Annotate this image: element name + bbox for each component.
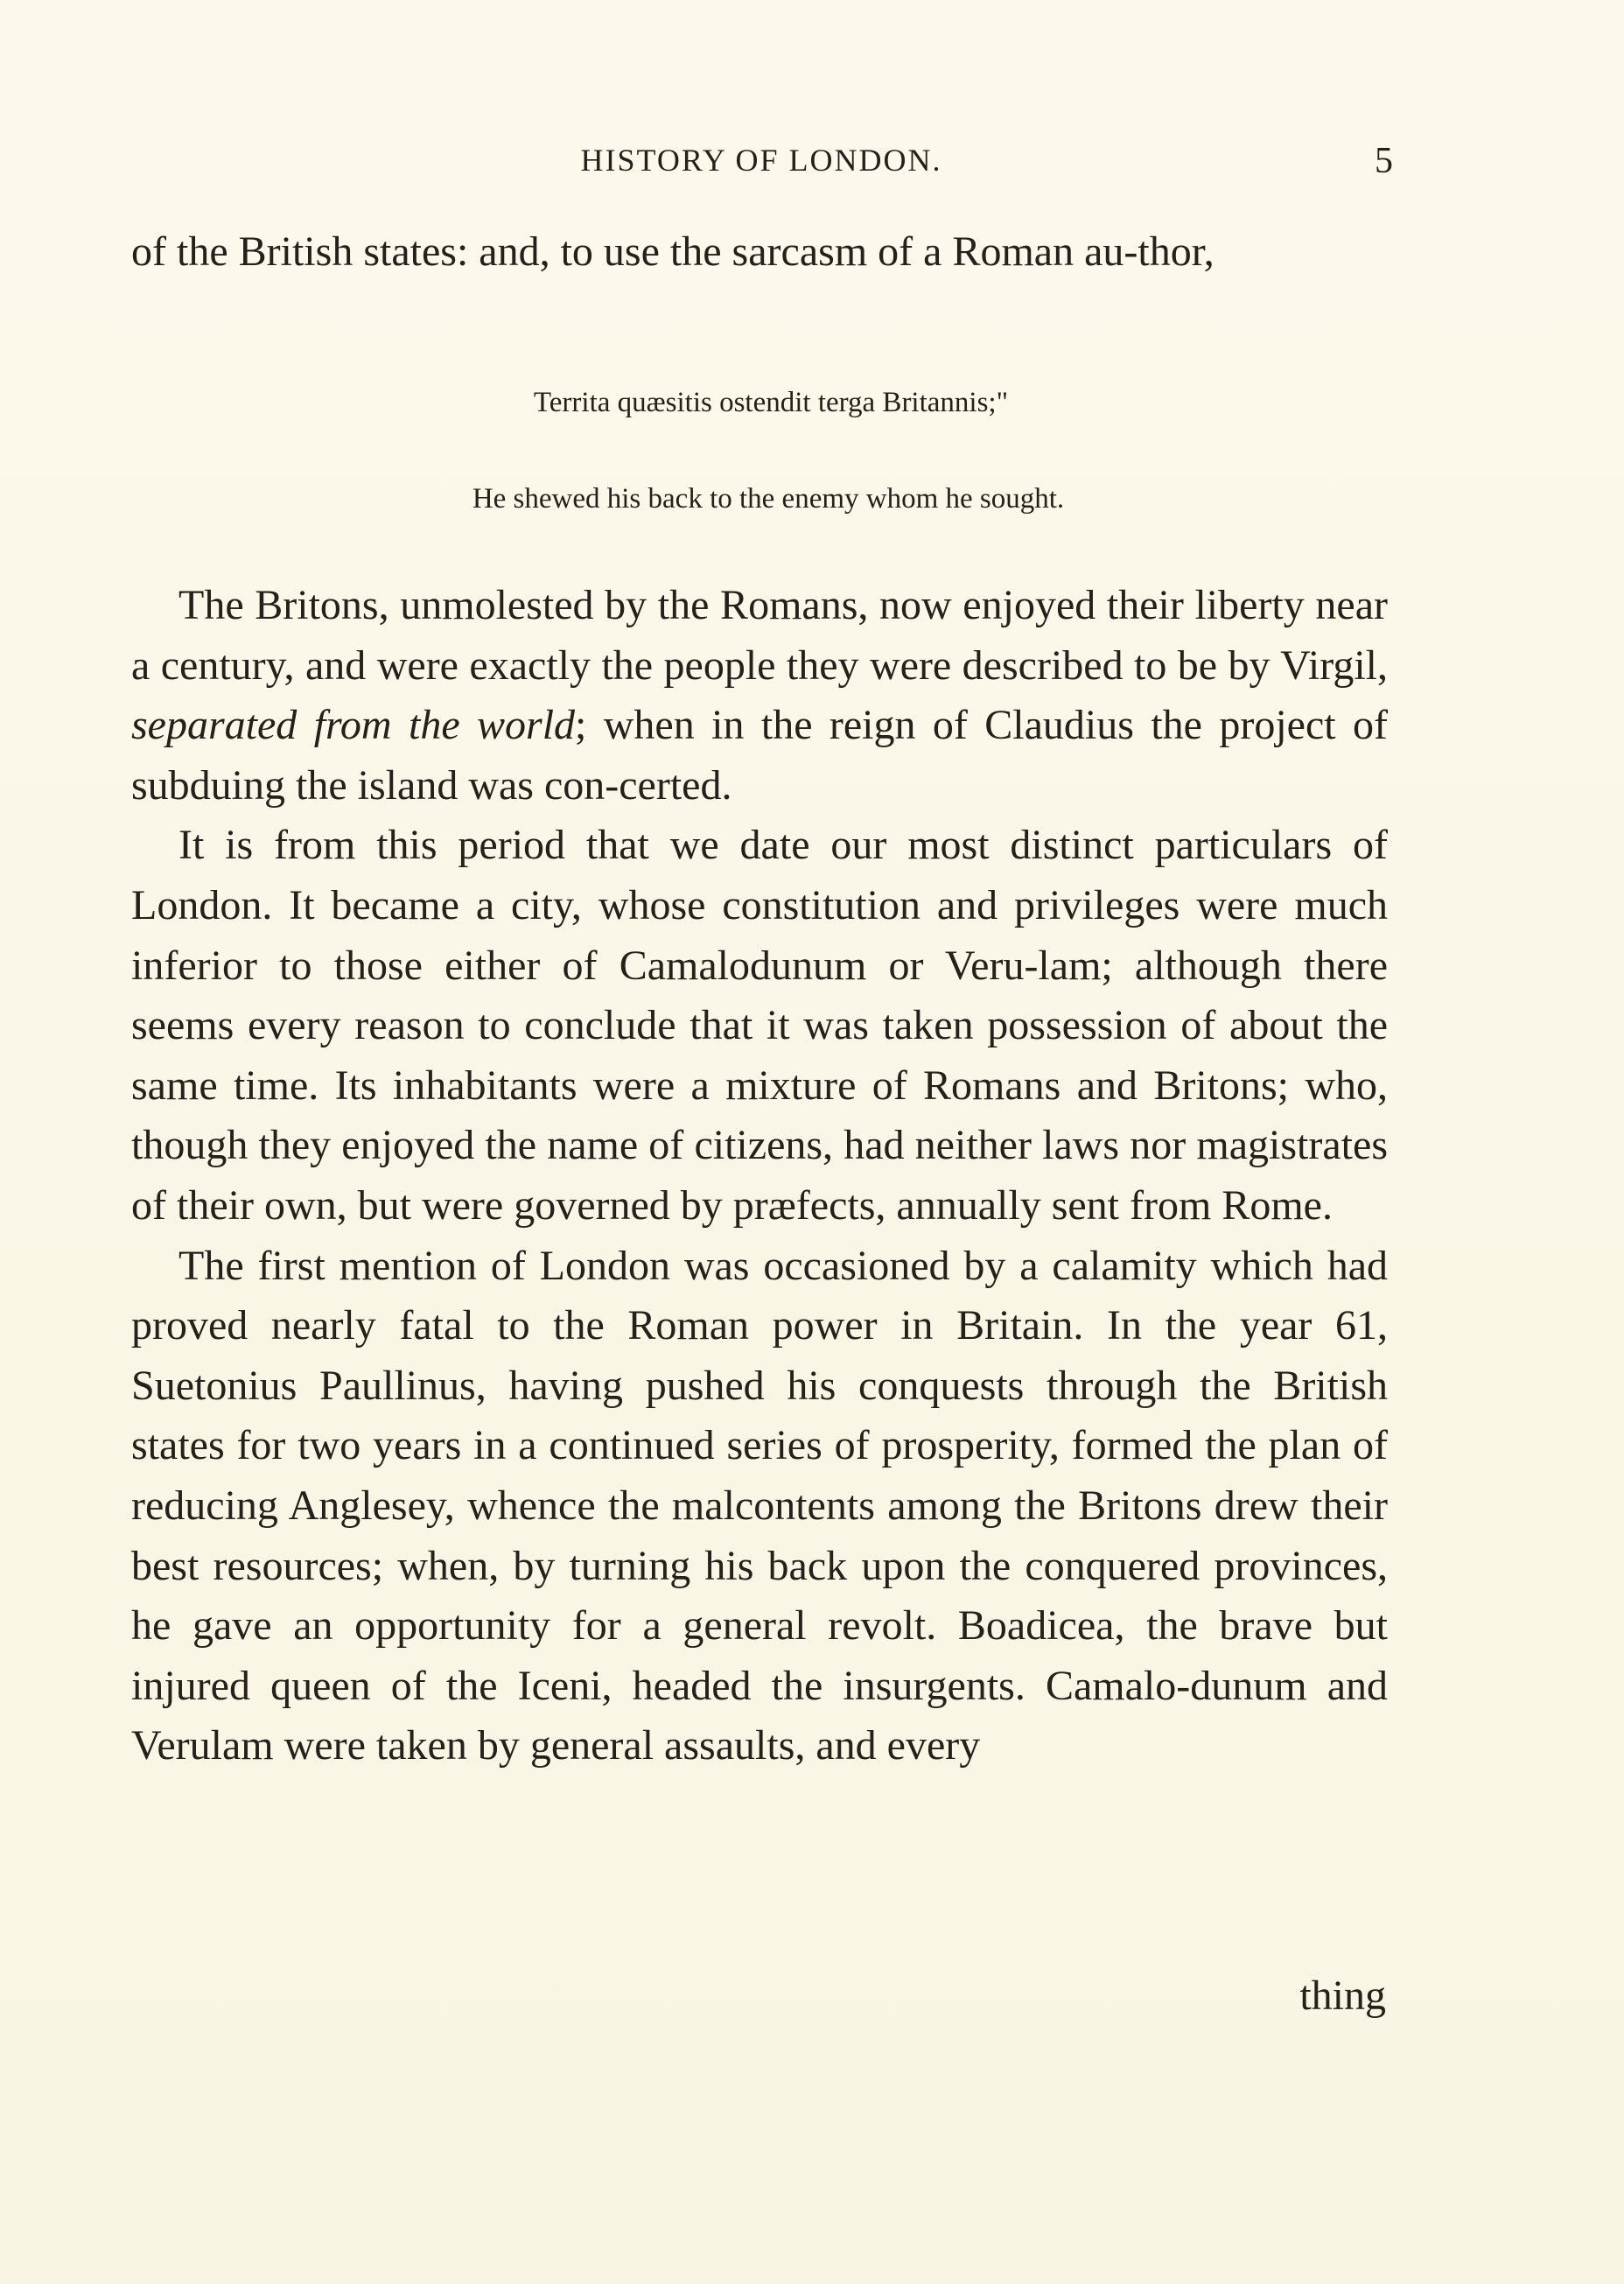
running-head-title: HISTORY OF LONDON.	[580, 143, 942, 178]
paragraph-britons-part2: ; when in the reign of Claudius the project of subduing the island was con-certed.	[131, 702, 1389, 809]
catchword: thing	[1299, 1972, 1386, 2019]
main-text	[131, 576, 1388, 1776]
latin-quotation: Territa quæsitis ostendit terga Britannis;"	[533, 387, 1009, 418]
paragraph-london-city: It is from this period that we date our most distinct particulars of London. It became a city, whose constitution and privileges were much inferior to those either of Camalodunum or Veru-lam; although there seems every reason to conclude that it was taken possession of about the same time. Its inhabitants were a mixture of Romans and Britons; who, though they enjoyed the name of citizens, had neither laws nor magistrates of their own, but were governed by præfects, annually sent from Rome.	[131, 822, 1388, 1229]
paragraph-first-mention: The first mention of London was occasioned by a calamity which had proved nearly fatal to the Roman power in Britain. In the year 61, Suetonius Paullinus, having pushed his conquests through the British states for two years in a continued series of prosperity, formed the plan of reducing Anglesey, whence the malcontents among the Britons drew their best resources; when, by turning his back upon the conquered provinces, he gave an opportunity for a general revolt. Boadicea, the brave but injured queen of the Iceni, headed the insurgents. Camalo-dunum and Verulam were taken by general assaults, and every	[131, 1242, 1388, 1769]
page-number: 5	[1375, 141, 1393, 181]
paragraph-britons-part1: The Britons, unmolested by the Romans, now enjoyed their liberty near a century, and were exactly the people they were described to be by Virgil,	[131, 582, 1388, 689]
running-head	[131, 131, 1391, 184]
paragraph-intro: of the British states: and, to use the sarcasm of a Roman au-thor,	[131, 228, 1214, 275]
paragraph-britons	[131, 576, 1388, 816]
virgil-italic-phrase: separated from the world	[131, 702, 576, 749]
english-translation: He shewed his back to the enemy whom he sought.	[472, 483, 1065, 515]
